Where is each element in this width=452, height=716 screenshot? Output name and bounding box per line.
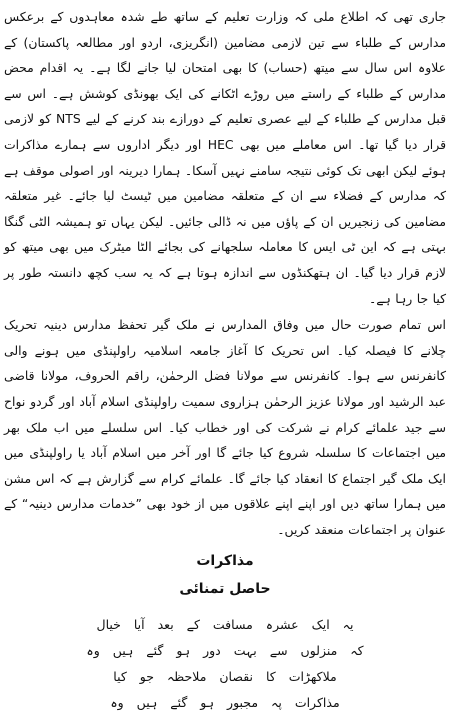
poem-line-3: ملاکھڑات کا نقصان ملاحظہ جو کیا <box>113 669 337 685</box>
poem-line-2: کہ منزلوں سے بہت دور ہو گئے ہیں وہ <box>86 643 364 659</box>
poem <box>4 612 446 716</box>
poem-line-4: مذاکرات پہ مجبور ہو گئے ہیں وہ <box>110 695 340 711</box>
poem-line-1: یہ ایک عشرہ مسافت کے بعد آیا خیال <box>96 617 354 633</box>
article-paragraph-2: اس تمام صورت حال میں وفاق المدارس نے ملک گیر تحفظ مدارس دینیہ تحریک چلانے کا فیصلہ کیا۔ اس تحریک کا آغاز جامعہ اسلامیہ راولپنڈی میں ہونے والی کانفرنس سے ہوا۔ کانفرنس سے مولانا فضل الرحمٰن، راقم الحروف، مولانا قاضی عبد الرشید اور مولانا عزیز الرحمٰن ہزاروی سمیت راولپنڈی اسلام آباد اور گردو نواح سے جید علمائے کرام نے شرکت کی اور خطاب کیا۔ اس سلسلے میں اب ملک بھر میں اجتماعات کا سلسلہ شروع کیا جائے گا اور آخر میں اسلام آباد یا راولپنڈی میں ایک ملک گیر اجتماع کا انعقاد کیا جائے گا۔ علمائے کرام سے گزارش ہے کہ اس مشن میں ہمارا ساتھ دیں اور اپنے اپنے علاقوں میں از خود بھی ”خدمات مدارس دینیہ“ کے عنوان پر اجتماعات منعقد کریں۔ <box>4 317 446 537</box>
poet-name: حاصل تمنائی <box>179 581 271 598</box>
article-paragraph-1: جاری تھی کہ اطلاع ملی کہ وزارت تعلیم کے ساتھ طے شدہ معاہدوں کے برعکس مدارس کے طلباء سے تین لازمی مضامین (انگریزی، اردو اور مطالعہ پاکستان) کے علاوہ اس سال سے میتھ (حساب) کا بھی امتحان لیا جانے لگا ہے۔ یہ اقدام محض مدارس کے طلباء کے راستے میں روڑے اٹکانے کی ایک بھونڈی کوشش ہے۔ اس سے قبل مدارس کے طلباء کے لیے عصری تعلیم کے دورازے بند کرنے کے لیے NTS کو لازمی قرار دیا گیا تھا۔ اس معاملے میں بھی HEC اور دیگر اداروں سے ہمارے مذاکرات ہوئے لیکن ابھی تک کوئی نتیجہ سامنے نہیں آسکا۔ ہمارا دیرینہ اور اصولی موقف ہے کہ مدارس کے فضلاء سے ان کے متعلقہ مضامین میں ٹیسٹ لیا جائے۔ غیر متعلقہ مضامین کی زنجیریں ان کے پاؤں میں نہ ڈالی جائیں۔ لیکن یہاں تو ہمیشہ الٹی گنگا بہتی ہے کہ این ٹی ایس کا معاملہ سلجھانے کی بجائے الٹا میٹرک میں بھی میتھ کو لازم قرار دیا گیا۔ ان ہتھکنڈوں سے اندازہ ہوتا ہے کہ یہ سب کچھ دانستہ طور پر کیا جا رہا ہے۔ <box>4 9 446 306</box>
section-heading: مذاکرات <box>196 553 254 570</box>
